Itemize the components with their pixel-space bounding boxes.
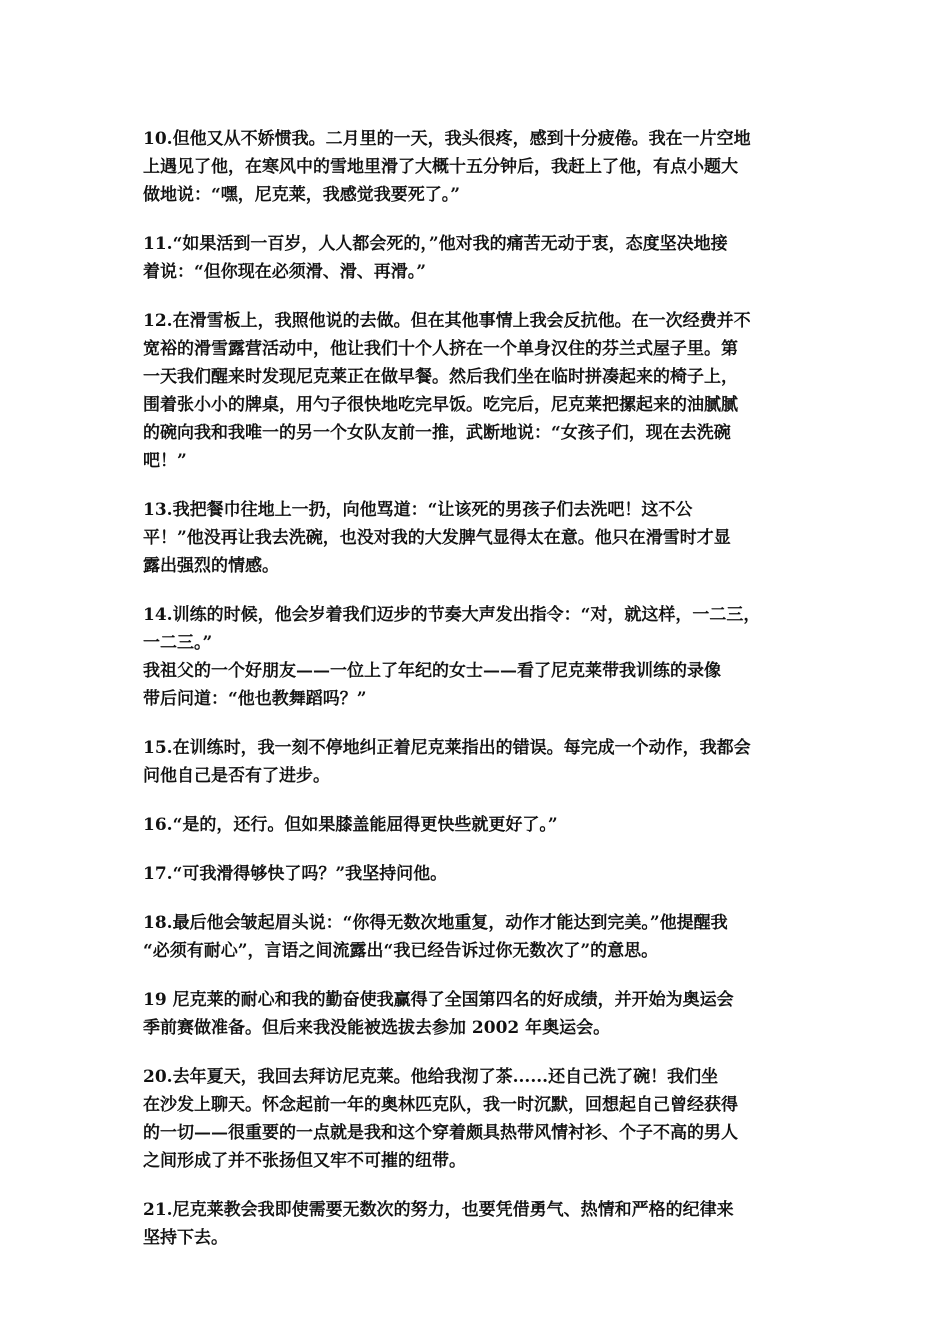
paragraph-line: 季前赛做准备。但后来我没能被选拔去参加 2002 年奥运会。 [143,1018,611,1038]
paragraph-line: 做地说：“嘿，尼克莱，我感觉我要死了。” [143,185,461,205]
paragraph-line: 问他自己是否有了进步。 [143,766,330,786]
paragraph-12 [143,307,815,475]
paragraph-line: 着说：“但你现在必须滑、滑、再滑。” [143,262,427,282]
paragraph-line: 21.尼克莱教会我即使需要无数次的努力，也要凭借勇气、热情和严格的纪律来 [143,1200,734,1220]
paragraph-14 [143,601,815,713]
paragraph-line: 15.在训练时，我一刻不停地纠正着尼克莱指出的错误。每完成一个动作，我都会 [143,738,751,758]
paragraph-line: 上遇见了他，在寒风中的雪地里滑了大概十五分钟后，我赶上了他，有点小题大 [143,157,738,177]
paragraph-line: 18.最后他会皱起眉头说：“你得无数次地重复，动作才能达到完美。”他提醒我 [143,913,728,933]
paragraph-16 [143,811,815,839]
paragraph-line: 14.训练的时候，他会岁着我们迈步的节奏大声发出指令：“对，就这样，一二三， [143,605,761,625]
paragraph-line: 平！”他没再让我去洗碗，也没对我的大发脾气显得太在意。他只在滑雪时才显 [143,528,731,548]
paragraph-line: 12.在滑雪板上，我照他说的去做。但在其他事情上我会反抗他。在一次经费并不 [143,311,751,331]
paragraph-19 [143,986,815,1042]
paragraph-21 [143,1196,815,1252]
paragraph-line: 在沙发上聊天。怀念起前一年的奥林匹克队，我一时沉默，回想起自己曾经获得 [143,1095,738,1115]
paragraph-line: 吧！” [143,451,187,471]
paragraph-11 [143,230,815,286]
document-body [143,125,815,1252]
paragraph-line: 露出强烈的情感。 [143,556,279,576]
paragraph-line: 11.“如果活到一百岁，人人都会死的，”他对我的痛苦无动于衷，态度坚决地接 [143,234,728,254]
paragraph-line: 宽裕的滑雪露营活动中，他让我们十个人挤在一个单身汉住的芬兰式屋子里。第 [143,339,738,359]
paragraph-18 [143,909,815,965]
paragraph-10 [143,125,815,209]
paragraph-line: 围着张小小的牌桌，用勺子很快地吃完早饭。吃完后，尼克莱把摞起来的油腻腻 [143,395,738,415]
paragraph-line: 10.但他又从不娇惯我。二月里的一天，我头很疼，感到十分疲倦。我在一片空地 [143,129,751,149]
paragraph-line: 13.我把餐巾往地上一扔，向他骂道：“让该死的男孩子们去洗吧！这不公 [143,500,693,520]
paragraph-line: 的碗向我和我唯一的另一个女队友前一推，武断地说：“女孩子们，现在去洗碗 [143,423,731,443]
paragraph-line: 16.“是的，还行。但如果膝盖能屈得更快些就更好了。” [143,815,558,835]
paragraph-line: 17.“可我滑得够快了吗？”我坚持问他。 [143,864,448,884]
paragraph-15 [143,734,815,790]
paragraph-line: 19 尼克莱的耐心和我的勤奋使我赢得了全国第四名的好成绩，并开始为奥运会 [143,990,734,1010]
paragraph-line: 一天我们醒来时发现尼克莱正在做早餐。然后我们坐在临时拼凑起来的椅子上， [143,367,738,387]
paragraph-20 [143,1063,815,1175]
paragraph-line: 带后问道：“他也教舞蹈吗？” [143,689,367,709]
paragraph-line: 的一切——很重要的一点就是我和这个穿着颇具热带风情衬衫、个子不高的男人 [143,1123,738,1143]
paragraph-13 [143,496,815,580]
paragraph-line: 一二三。” [143,633,213,653]
paragraph-line: 之间形成了并不张扬但又牢不可摧的纽带。 [143,1151,466,1171]
paragraph-line: 坚持下去。 [143,1228,228,1248]
paragraph-17 [143,860,815,888]
paragraph-line: “必须有耐心”，言语之间流露出“我已经告诉过你无数次了”的意思。 [143,941,659,961]
paragraph-line: 20.去年夏天，我回去拜访尼克莱。他给我沏了茶......还自己洗了碗！我们坐 [143,1067,719,1087]
paragraph-line: 我祖父的一个好朋友——一位上了年纪的女士——看了尼克莱带我训练的录像 [143,661,721,681]
